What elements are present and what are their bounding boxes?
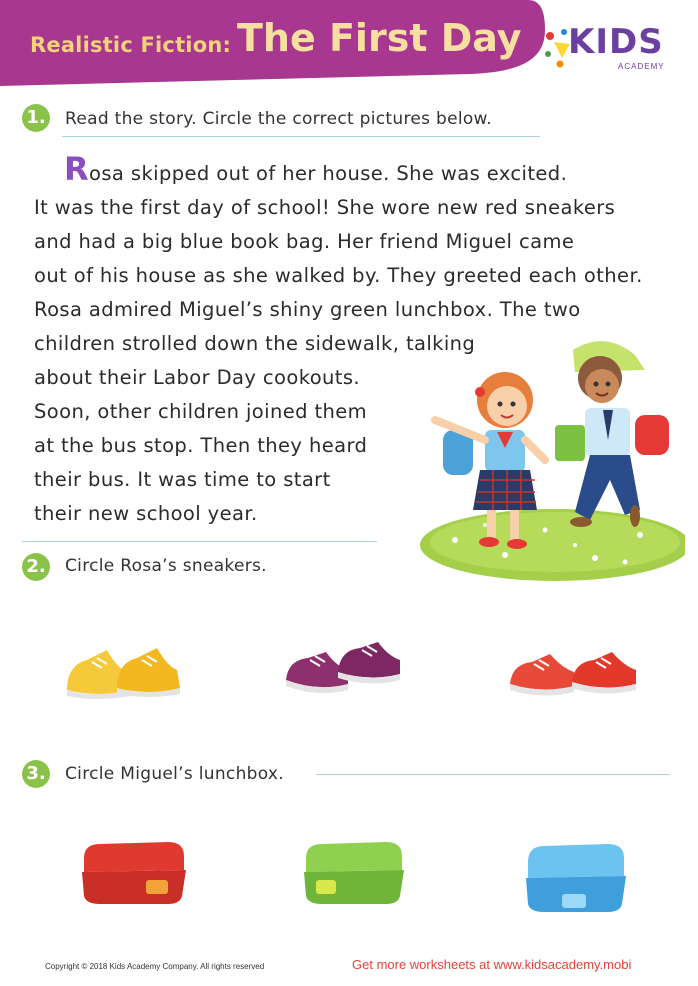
story-line-3: and had a big blue book bag. Her friend Miguel came xyxy=(34,230,575,253)
purple-sneakers-icon[interactable] xyxy=(282,638,407,705)
drop-cap: R xyxy=(64,150,90,188)
green-lunchbox-icon[interactable] xyxy=(298,836,410,913)
story-line-5: Rosa admired Miguel’s shiny green lunchbox. The two xyxy=(34,298,581,321)
logo-text: KIDS xyxy=(568,22,664,62)
story-line-6: children strolled down the sidewalk, talking xyxy=(34,332,476,355)
logo-subtext: ACADEMY xyxy=(618,62,665,71)
blue-lunchbox-icon[interactable] xyxy=(520,836,632,923)
story-line-10: their bus. It was time to start xyxy=(34,468,331,491)
section-2-number: 2. xyxy=(22,553,50,581)
copyright-notice: Copyright © 2018 Kids Academy Company. All rights reserved xyxy=(45,962,265,971)
red-lunchbox-icon[interactable] xyxy=(76,836,191,913)
story-line-7: about their Labor Day cookouts. xyxy=(34,366,361,389)
story-line-8: Soon, other children joined them xyxy=(34,400,368,423)
story-line-11: their new school year. xyxy=(34,502,258,525)
story-line-9: at the bus stop. Then they heard xyxy=(34,434,368,457)
children-illustration xyxy=(395,330,685,585)
story-line-2: It was the first day of school! She wore new red sneakers xyxy=(34,196,616,219)
website-link[interactable]: Get more worksheets at www.kidsacademy.mobi xyxy=(352,957,632,972)
yellow-sneakers-icon[interactable] xyxy=(62,640,187,710)
red-sneakers-icon[interactable] xyxy=(506,642,641,707)
section-3-instruction: Circle Miguel’s lunchbox. xyxy=(65,764,284,784)
section-1-instruction: Read the story. Circle the correct pictures below. xyxy=(65,109,492,129)
story-line-4: out of his house as she walked by. They greeted each other. xyxy=(34,264,643,287)
page-title: The First Day xyxy=(237,16,522,60)
story-divider xyxy=(22,541,377,542)
section-3-divider xyxy=(316,774,670,775)
title-genre: Realistic Fiction: xyxy=(30,33,232,57)
story-line-1: Rosa skipped out of her house. She was excited. xyxy=(64,150,568,188)
section-2-instruction: Circle Rosa’s sneakers. xyxy=(65,556,267,576)
section-1-number: 1. xyxy=(22,104,50,132)
section-3-number: 3. xyxy=(22,760,50,788)
kids-academy-logo xyxy=(540,18,680,78)
section-1-divider xyxy=(62,136,540,137)
